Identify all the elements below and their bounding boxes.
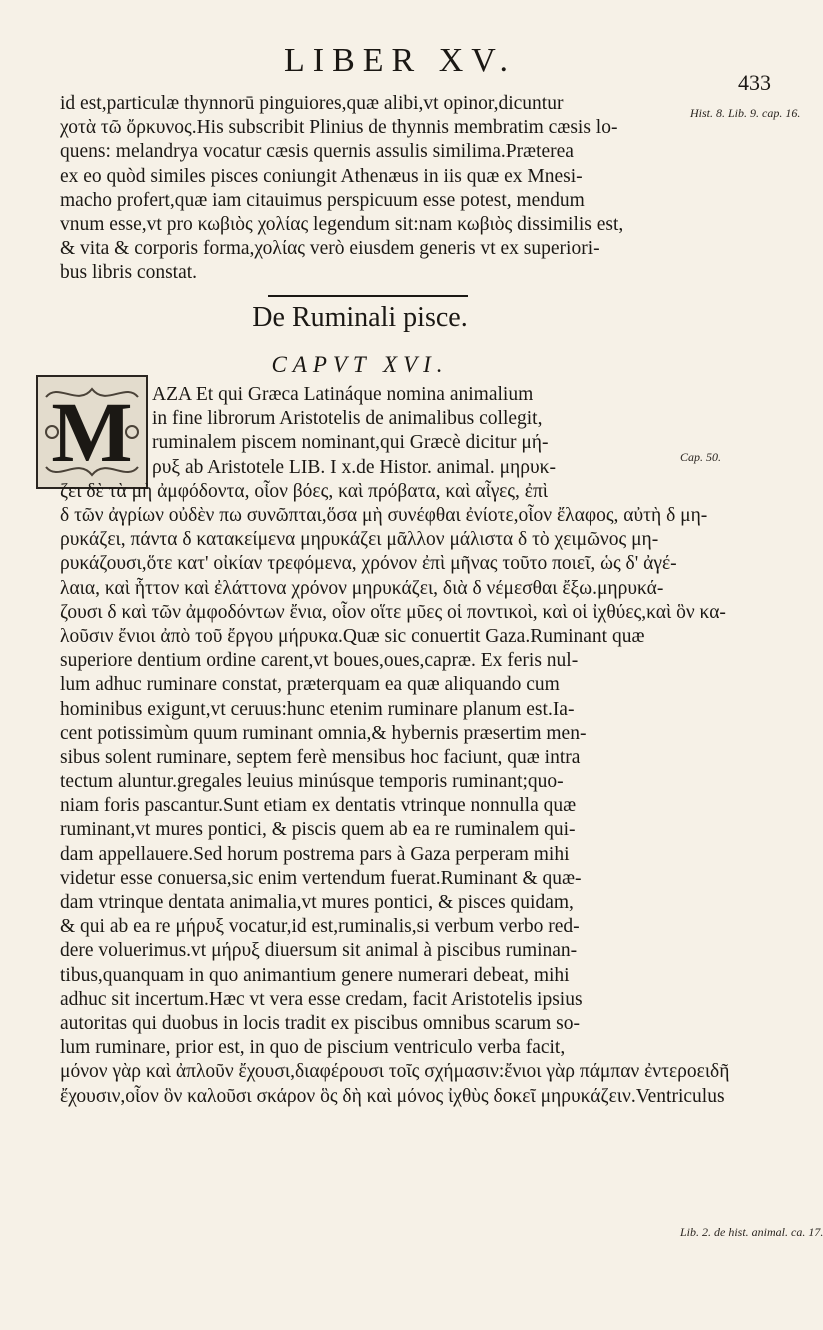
text-line: AZA Et qui Græca Latináque nomina animalium [152,384,534,405]
text-line: niam foris pascantur.Sunt etiam ex dentatis vtrinque nonnulla quæ [60,795,577,817]
text-line: superiore dentium ordine carent,vt boues,oues,capræ. Ex feris nul- [60,650,579,672]
text-line: lum adhuc ruminare constat, præterquam ea quæ aliquando cum [60,674,560,696]
running-head: LIBER XV. [284,42,516,79]
text-line: hominibus exigunt,vt ceruus:hunc etenim ruminare planum est.Ia- [60,698,575,720]
text-line: autoritas qui duobus in locis tradit ex piscibus omnibus scarum so- [60,1012,580,1034]
text-line: cent potissimùm quum ruminant omnia,& hybernis præsertim men- [60,722,587,744]
margin-note: Hist. 8. Lib. 9. cap. 16. [690,106,801,120]
text-line: videtur esse conuersa,sic enim vertendum fuerat.Ruminant & quæ- [60,867,582,889]
text-line: χοτὰ τῶ ὄρκυνος.His subscribit Plinius de thynnis membratim cæsis lo- [60,117,618,139]
chapter-title: De Ruminali pisce. [252,302,468,333]
page-number: 433 [738,70,771,95]
text-line: & qui ab ea re μήρυξ vocatur,id est,ruminalis,si verbum verbo red- [60,916,580,938]
text-line: sibus solent ruminare, septem ferè mensibus hoc faciunt, quæ intra [60,746,581,768]
text-line: id est,particulæ thynnorū pinguiores,quæ alibi,vt opinor,dicuntur [60,93,564,114]
text-line: λοῦσιν ἔνιοι ἀπὸ τοῦ ἔργου μήρυκα.Quæ sic conuertit Gaza.Ruminant quæ [60,625,645,647]
text-line: ἔχουσιν,οἷον ὃν καλοῦσι σκάρον ὃς δὴ καὶ μόνος ἰχθὺς δοκεῖ μηρυκάζειν.Ventriculus [60,1085,725,1107]
text-line: macho profert,quæ iam citauimus perspicuum esse potest, mendum [60,189,585,211]
main-paragraph [60,504,730,1109]
greek-line [60,480,660,504]
margin-note: Lib. 2. de hist. animal. ca. 17. [680,1225,823,1239]
initial-letter: M [51,384,133,480]
text-line: tibus,quanquam in quo animantium genere numerari debeat, mihi [60,964,570,986]
text-line: ρυξ ab Aristotele LIB. I x.de Histor. animal. μηρυκ- [152,456,556,478]
text-line: adhuc sit incertum.Hæc vt vera esse credam, facit Aristotelis ipsius [60,988,583,1010]
text-line: in fine librorum Aristotelis de animalibus collegit, [152,408,543,430]
text-line: δ τῶν ἀγρίων οὐδὲν πω συνῶπται,ὅσα μὴ συνέφθαι ἐνίοτε,οἷον ἔλαφος, αὐτὴ δ μη- [60,505,708,526]
text-line: λαια, καὶ ἧττον καὶ ἐλάττονα χρόνον μηρυκάζει, διὰ δ νέμεσθαι ἔξω.μηρυκά- [60,577,664,599]
text-line: bus libris constat. [60,262,198,284]
text-line: lum ruminare, prior est, in quo de piscium ventriculo verba facit, [60,1037,566,1059]
text-line: dam vtrinque dentata animalia,vt mures pontici, & pisces quidam, [60,892,574,913]
text-line: ζουσι δ καὶ τῶν ἀμφοδόντων ἔνια, οἷον οἵτε μῦες οἱ ποντικοὶ, καὶ οἱ ἰχθύες,καὶ ὃν κα- [60,601,726,623]
text-line: dere voluerimus.vt μήρυξ diuersum sit animal à piscibus ruminan- [60,940,578,962]
opening-paragraph [152,383,660,480]
top-paragraph [60,92,660,286]
text-line: ρυκάζει, πάντα δ κατακείμενα μηρυκάζει μᾶλλον μάλιστα δ τὸ χειμῶνος μη- [60,529,659,551]
text-line: ruminant,vt mures pontici, & piscis quem ab ea re ruminalem qui- [60,819,576,841]
chapter-number: CAPVT XVI. [271,352,449,377]
text-line: ρυκάζουσι,ὅτε κατ' οἰκίαν τρεφόμενα, χρόνον ἐπὶ μῆνας τοῦτο ποιεῖ, ὡς δ' ἀγέ- [60,553,677,575]
text-line: vnum esse,vt pro κωβιὸς χολίας legendum sit:nam κωβιὸς dissimilis est, [60,213,624,235]
text-line: quens: melandrya vocatur cæsis quernis assulis similima.Præterea [60,141,574,163]
section-rule [268,295,468,297]
text-line: ex eo quòd similes pisces coniungit Athenæus in iis quæ ex Mnesi- [60,165,583,187]
text-line: tectum aluntur.gregales leuius minúsque temporis ruminant;quo- [60,771,564,793]
margin-note: Cap. 50. [680,450,722,464]
text-line: ζει δὲ τὰ μὴ ἀμφόδοντα, οἷον βόες, καὶ πρόβατα, καὶ αἶγες, ἐπὶ [60,481,549,502]
text-line: μόνον γὰρ καὶ ἀπλοῦν ἔχουσι,διαφέρουσι τοῖς σχήμασιν:ἔνιοι γὰρ πάμπαν ἐντεροειδῆ [60,1061,730,1083]
text-line: dam appellauere.Sed horum postrema pars à Gaza perperam mihi [60,843,570,865]
decorated-initial [36,375,148,489]
text-line: ruminalem piscem nominant,qui Græcè dicitur μή- [152,432,549,454]
text-line: & vita & corporis forma,χολίας verò eiusdem generis vt ex superiori- [60,238,600,260]
